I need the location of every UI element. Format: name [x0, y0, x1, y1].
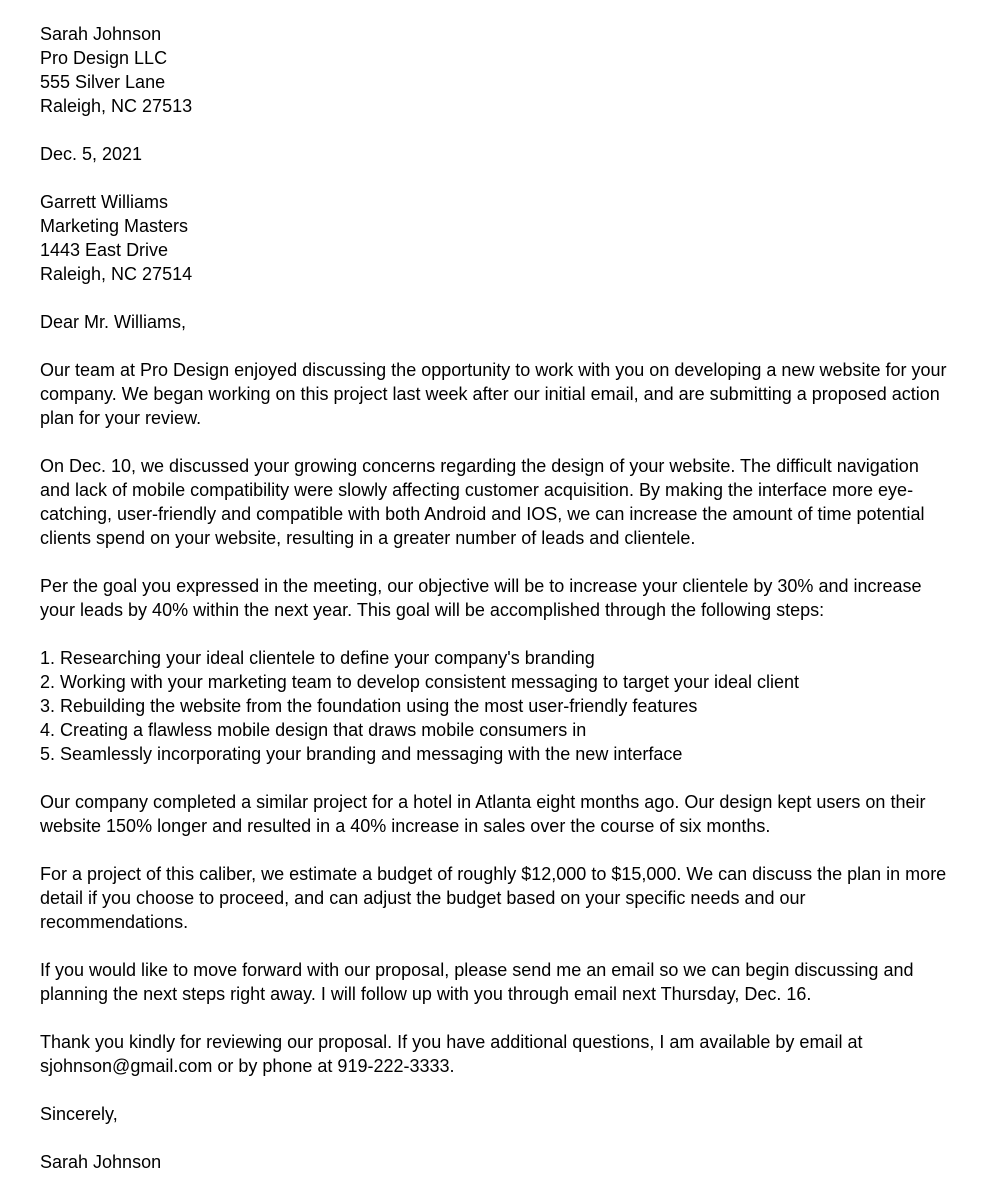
recipient-address-block — [40, 190, 950, 286]
list-item: 4. Creating a flawless mobile design that draws mobile consumers in — [40, 720, 587, 740]
sender-name: Sarah Johnson — [40, 24, 162, 44]
salutation: Dear Mr. Williams, — [40, 312, 187, 332]
list-item: 5. Seamlessly incorporating your branding and messaging with the new interface — [40, 744, 683, 764]
letter-date-block — [40, 142, 950, 166]
list-item: 1. Researching your ideal clientele to define your company's branding — [40, 648, 595, 668]
sender-address-block — [40, 22, 950, 118]
sender-street: 555 Silver Lane — [40, 72, 166, 92]
signature-block — [40, 1150, 950, 1174]
signoff: Sincerely, — [40, 1104, 118, 1124]
paragraph-budget: For a project of this caliber, we estimate a budget of roughly $12,000 to $15,000. We can discuss the plan in more detail if you choose to proceed, and can adjust the budget based on your specific needs and our recommendations. — [40, 864, 947, 932]
letter — [40, 22, 950, 1174]
paragraph-goal: Per the goal you expressed in the meeting, our objective will be to increase your clientele by 30% and increase your leads by 40% within the next year. This goal will be accomplished through the following steps: — [40, 576, 922, 620]
recipient-city: Raleigh, NC 27514 — [40, 264, 193, 284]
signoff-block — [40, 1102, 950, 1126]
paragraph-thank-you: Thank you kindly for reviewing our proposal. If you have additional questions, I am available by email at sjohnson@gmail.com or by phone at 919-222-3333. — [40, 1032, 863, 1076]
recipient-name: Garrett Williams — [40, 192, 169, 212]
steps-list — [40, 646, 950, 766]
salutation-block — [40, 310, 950, 334]
paragraph-intro: Our team at Pro Design enjoyed discussing the opportunity to work with you on developing a new website for your company. We began working on this project last week after our initial email, and are submitting a proposed action plan for your review. — [40, 360, 947, 428]
signature-name: Sarah Johnson — [40, 1152, 162, 1172]
sender-city: Raleigh, NC 27513 — [40, 96, 193, 116]
list-item: 2. Working with your marketing team to develop consistent messaging to target your ideal client — [40, 672, 800, 692]
recipient-company: Marketing Masters — [40, 216, 189, 236]
recipient-street: 1443 East Drive — [40, 240, 169, 260]
letter-date: Dec. 5, 2021 — [40, 144, 143, 164]
paragraph-concerns: On Dec. 10, we discussed your growing concerns regarding the design of your website. The difficult navigation and lack of mobile compatibility were slowly affecting customer acquisition. By making the interface more eye-catching, user-friendly and compatible with both Android and IOS, we can increase the amount of time potential clients spend on your website, resulting in a greater number of leads and clientele. — [40, 456, 925, 548]
paragraph-next-steps: If you would like to move forward with our proposal, please send me an email so we can begin discussing and planning the next steps right away. I will follow up with you through email next Thursday, Dec. 16. — [40, 960, 914, 1004]
sender-company: Pro Design LLC — [40, 48, 168, 68]
list-item: 3. Rebuilding the website from the foundation using the most user-friendly features — [40, 696, 698, 716]
paragraph-case-study: Our company completed a similar project for a hotel in Atlanta eight months ago. Our design kept users on their website 150% longer and resulted in a 40% increase in sales over the course of six months. — [40, 792, 926, 836]
